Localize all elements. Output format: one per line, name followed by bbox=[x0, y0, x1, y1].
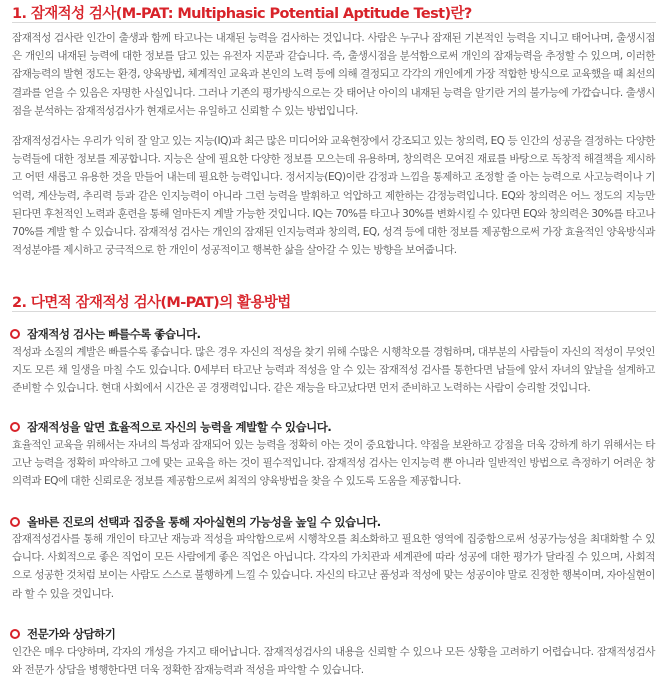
circle-bullet-icon bbox=[10, 329, 20, 339]
usage-item-title: 잠재적성 검사는 빠를수록 좋습니다. bbox=[27, 327, 201, 341]
circle-bullet-icon bbox=[10, 629, 20, 639]
circle-bullet-icon bbox=[10, 517, 20, 527]
section-1-paragraph-1: 잠재적성 검사란 인간이 출생과 함께 타고나는 내재된 능력을 검사하는 것입니다. 사람은 누구나 잠재된 기본적인 능력을 지니고 태어나며, 출생시점은 개인의 내재된 능력에 대한 정보를 담고 있는 유전자 지문과 같습니다. 즉, 출생시점을 분석함으로써 개인의 잠재능력을 추정할 수 있으며, 이러한 잠재능력의 발현 정도는 환경, 양육방법, 체계적인 교육과 본인의 노력 등에 의해 결정되고 각각의 개인에게 가장 적합한 방식으로 교육했을 때 최선의 결과를 얻을 수 있음은 자명한 사실입니다. 그러나 기존의 평가방식으로는 갓 태어난 아이의 내재된 능력을 알기란 거의 불가능에 가깝습니다. 출생시점을 분석하는 잠재적성검사가 현재로서는 유일하고 신뢰할 수 있는 방법입니다. bbox=[12, 32, 655, 117]
usage-item-title: 전문가와 상담하기 bbox=[27, 627, 116, 641]
usage-item-body: 적성과 소질의 계발은 빠를수록 좋습니다. 많은 경우 자신의 적성을 찾기 위해 수많은 시행착오를 경험하며, 대부분의 사람들이 자신의 적성이 무엇인지도 모른 채 일생을 마칠 수도 있습니다. 0세부터 타고난 능력과 적성을 알 수 있는 잠재적성 검사를 통한다면 남들에 앞서 자녀의 앞날을 설계하고 준비할 수 있습니다. 현대 사회에서 시간은 곧 경쟁력입니다. 같은 재능을 타고났다면 먼저 준비하고 노력하는 사람이 승리할 것입니다. bbox=[12, 346, 655, 395]
usage-item-heading bbox=[10, 326, 201, 342]
usage-item-title: 잠재적성을 알면 효율적으로 자신의 능력을 계발할 수 있습니다. bbox=[27, 420, 332, 434]
section-1-title: 1. 잠재적성 검사(M-PAT: Multiphasic Potential Aptitude Test)란? bbox=[12, 6, 472, 22]
circle-bullet-icon bbox=[10, 422, 20, 432]
usage-item-heading bbox=[10, 626, 115, 642]
usage-item-title: 올바른 진로의 선택과 집중을 통해 자아실현의 가능성을 높일 수 있습니다. bbox=[27, 515, 381, 529]
usage-item-body: 효율적인 교육을 위해서는 자녀의 특성과 잠재되어 있는 능력을 정확히 아는 것이 중요합니다. 약점을 보완하고 강점을 더욱 강하게 하기 위해서는 타고난 능력을 정확히 파악하고 그에 맞는 교육을 하는 것이 필수적입니다. 잠재적성 검사는 인지능력 뿐 아니라 일반적인 방법으로 측정하기 어려운 창의력과 EQ에 대한 신뢰로운 정보를 제공함으로써 최적의 양육방법을 찾을 수 있도록 도움을 제공합니다. bbox=[12, 439, 655, 488]
usage-item-body: 잠재적성검사를 통해 개인이 타고난 재능과 적성을 파악함으로써 시행착오를 최소화하고 필요한 영역에 집중함으로써 성공가능성을 최대화할 수 있습니다. 사회적으로 좋은 직업이 모든 사람에게 좋은 직업은 아닙니다. 각자의 가치관과 세계관에 따라 성공에 대한 평가가 달라질 수 있으며, 사회적으로 성공한 것처럼 보이는 사람도 스스로 불행하게 느낄 수 있습니다. 자신의 타고난 품성과 적성에 맞는 성공이야 말로 진정한 행복이며, 자아실현이라 할 수 있을 것입니다. bbox=[12, 533, 655, 600]
section-1-divider bbox=[12, 22, 656, 23]
usage-item-body: 인간은 매우 다양하며, 각자의 개성을 가지고 태어납니다. 잠재적성검사의 내용을 신뢰할 수 있으나 모든 상황을 고려하기 어렵습니다. 잠재적성검사와 전문가 상담을 병행한다면 더욱 정확한 잠재능력과 적성을 파악할 수 있습니다. bbox=[12, 646, 655, 677]
usage-item-heading bbox=[10, 514, 381, 530]
section-2-title: 2. 다면적 잠재적성 검사(M-PAT)의 활용방법 bbox=[12, 295, 291, 311]
usage-item-heading bbox=[10, 419, 331, 435]
section-2-divider bbox=[12, 311, 656, 312]
section-1-paragraph-2: 잠재적성검사는 우리가 익히 잘 알고 있는 지능(IQ)과 최근 많은 미디어와 교육현장에서 강조되고 있는 창의력, EQ 등 인간의 성공을 결정하는 다양한 능력들에 대한 정보를 제공합니다. 지능은 살에 필요한 다양한 정보를 모으는데 유용하며, 창의력은 모여진 재료를 바탕으로 독창적 해결책을 제시하고 어떤 새롭고 유용한 것을 만들어 내는데 필요한 능력입니다. 정서지능(EQ)이란 감정과 느낌을 통제하고 조정할 줄 아는 능력으로 사고능력이나 기억력, 계산능력, 추리력 등과 같은 인지능력이 아니라 그런 능력을 발휘하고 억압하고 제한하는 감정능력입니다. EQ와 창의력은 어느 정도의 지능만 된다면 후천적인 노력과 훈련을 통해 얼마든지 계발 가능한 것입니다. IQ는 70%를 타고나 30%를 변화시킬 수 있다면 EQ와 창의력은 30%를 타고나 70%를 계발 할 수 있습니다. 잠재적성 검사는 개인의 잠재된 인지능력과 창의력, EQ, 성격 등에 대한 정보를 제공함으로써 가장 효율적인 양육방식과 적성분야를 제시하고 궁극적으로 한 개인이 성공적이고 행복한 삶을 살아갈 수 있는 방향을 보여줍니다. bbox=[12, 135, 655, 257]
